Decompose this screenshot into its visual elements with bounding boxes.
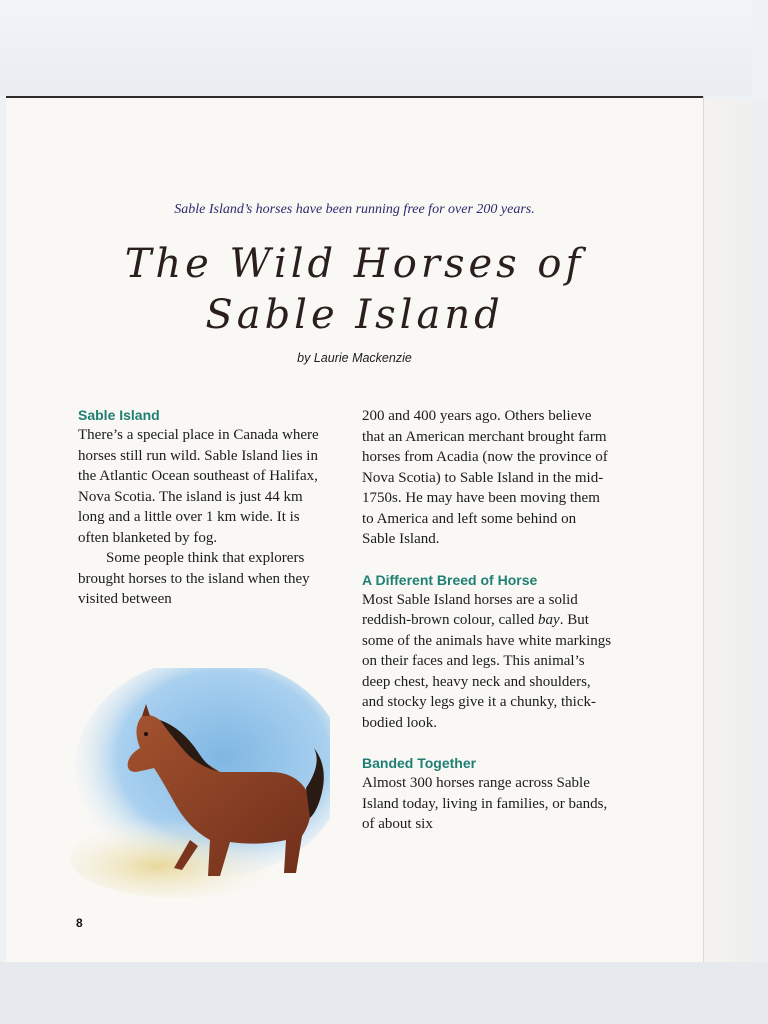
section-heading-banded: Banded Together	[362, 755, 477, 771]
horse-illustration	[70, 668, 330, 898]
article-title-line1: The Wild Horses of	[124, 241, 585, 287]
tagline: Sable Island’s horses have been running free for over 200 years.	[174, 202, 535, 217]
paragraph: Some people think that explorers brought horses to the island when they visited between	[78, 550, 310, 607]
left-column	[78, 405, 328, 610]
right-column	[362, 406, 612, 835]
scan-right-margin	[755, 100, 768, 962]
section-heading-sable-island: Sable Island	[78, 407, 160, 423]
page-number: 8	[76, 916, 83, 930]
byline: by Laurie Mackenzie	[297, 351, 412, 365]
paragraph: Almost 300 horses range across Sable Island today, living in families, or bands, of about six	[362, 775, 608, 832]
text-run: Most Sable Island horses are a solid reddish-brown colour, called	[362, 591, 578, 628]
scan-bottom-margin	[0, 962, 768, 1024]
article-title-line2: Sable Island	[205, 292, 504, 338]
text-run: . But some of the animals have white markings on their faces and legs. This animal’s deep chest, heavy neck and shoulders, and stocky legs give it a chunky, thick-bodied look.	[362, 612, 612, 731]
page-edge	[703, 100, 756, 962]
scan-top-margin	[0, 0, 752, 96]
section-heading-breed: A Different Breed of Horse	[362, 571, 538, 588]
book-page	[6, 96, 703, 964]
paragraph: 200 and 400 years ago. Others believe that an American merchant brought farm horses from Acadia (now the province of Nova Scotia) to Sable Island in the mid-1750s. He may have been moving them to America and left some behind on Sable Island.	[362, 408, 608, 547]
term-bay: bay	[538, 612, 560, 628]
paragraph: There’s a special place in Canada where horses still run wild. Sable Island lies in the Atlantic Ocean southeast of Halifax, Nova Scotia. The island is just 44 km long and a little over 1 km wide. It is often blanketed by fog.	[78, 427, 319, 546]
paragraph	[362, 590, 612, 734]
